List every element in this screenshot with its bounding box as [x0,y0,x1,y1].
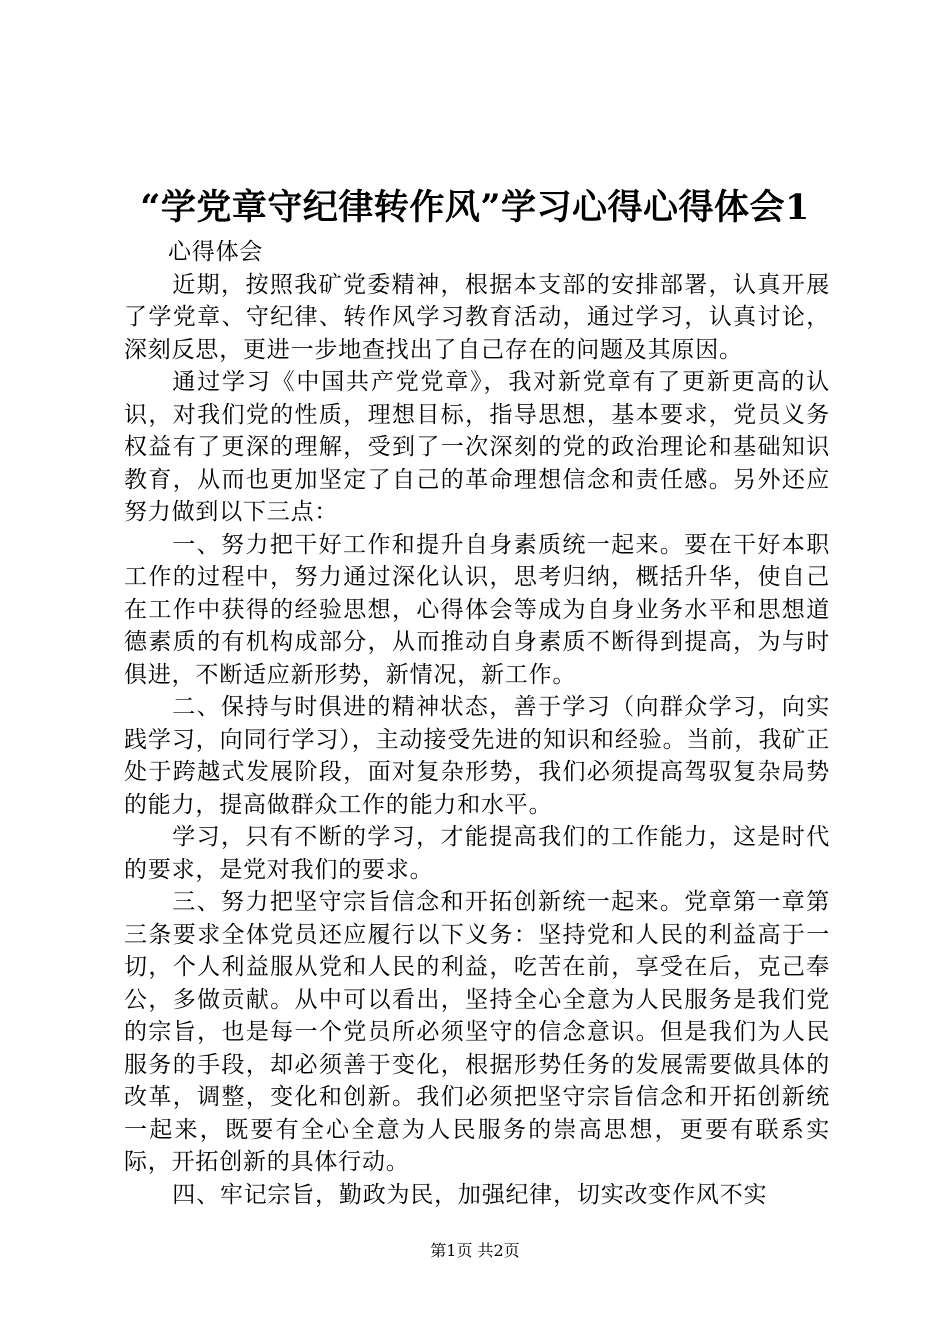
document-body [124,236,830,1211]
paragraph: 通过学习《中国共产党党章》，我对新党章有了更新更高的认识，对我们党的性质，理想目标，指导思想，基本要求，党员义务权益有了更深的理解，受到了一次深刻的党的政治理论和基础知识教育，从而也更加坚定了自己的革命理想信念和责任感。另外还应努力做到以下三点： [124,369,830,525]
paragraph: 近期，按照我矿党委精神，根据本支部的安排部署，认真开展了学党章、守纪律、转作风学习教育活动，通过学习，认真讨论，深刻反思，更进一步地查找出了自己存在的问题及其原因。 [124,271,830,363]
paragraph: 二、保持与时俱进的精神状态，善于学习（向群众学习，向实践学习，向同行学习），主动接受先进的知识和经验。当前，我矿正处于跨越式发展阶段，面对复杂形势，我们必须提高驾驭复杂局势的能力，提高做群众工作的能力和水平。 [124,694,830,818]
paragraph: 三、努力把坚守宗旨信念和开拓创新统一起来。党章第一章第三条要求全体党员还应履行以下义务：坚持党和人民的利益高于一切，个人利益服从党和人民的利益，吃苦在前，享受在后，克己奉公，多做贡献。从中可以看出，坚持全心全意为人民服务是我们党的宗旨，也是每一个党员所必须坚守的信念意识。但是我们为人民服务的手段，却必须善于变化，根据形势任务的发展需要做具体的改革，调整，变化和创新。我们必须把坚守宗旨信念和开拓创新统一起来，既要有全心全意为人民服务的崇高思想，更要有联系实际，开拓创新的具体行动。 [124,889,830,1175]
document-title: “学党章守纪律转作风”学习心得心得体会1 [140,187,810,228]
paragraph: 四、牢记宗旨，勤政为民，加强纪律，切实改变作风不实 [172,1181,768,1208]
document-subtitle: 心得体会 [168,239,264,265]
paragraph: 一、努力把干好工作和提升自身素质统一起来。要在干好本职工作的过程中，努力通过深化认识，思考归纳，概括升华，使自己在工作中获得的经验思想，心得体会等成为自身业务水平和思想道德素质的有机构成部分，从而推动自身素质不断得到提高，为与时俱进，不断适应新形势，新情况，新工作。 [124,531,830,688]
page-number-footer: 第1页 共2页 [430,1241,520,1260]
paragraph: 学习，只有不断的学习，才能提高我们的工作能力，这是时代的要求，是党对我们的要求。 [124,824,830,883]
